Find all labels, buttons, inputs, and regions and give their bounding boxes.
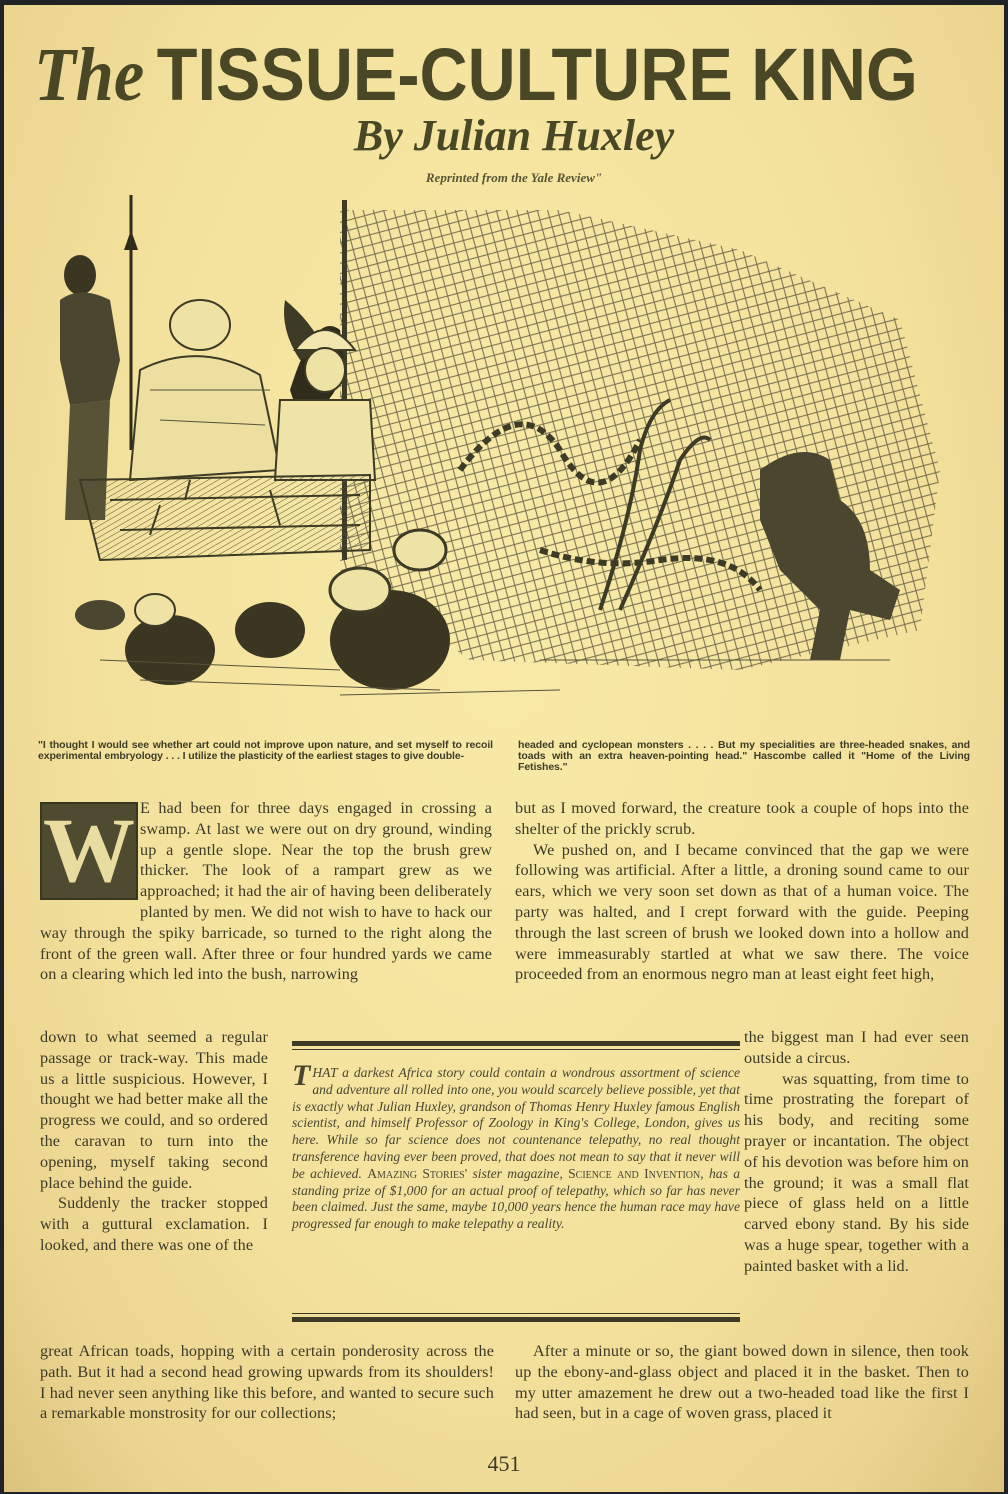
paragraph-squatting: was squatting, from time to time prostrating the forepart of his body, and reciting some prayer or incantation. The object of his devotion was before him on the ground; it was a small flat piece of glass held on a little carved ebony stand. By his side was a huge spear, together with a painted basket with a lid. [744,1069,969,1275]
paragraph-creature-hops: but as I moved forward, the creature took a couple of hops into the shelter of the prickly scrub. [515,799,969,838]
editor-box-bottom-rule [292,1313,740,1322]
title-main: TISSUE-CULTURE KING [156,33,918,116]
column-2-bottom [515,1341,969,1424]
illustration-caption-right: headed and cyclopean monsters . . . . But my specialities are three-headed snakes, and toads with an extra heaven-pointing head." Hascombe called it "Home of the Living Fetishes." [518,739,970,773]
author-byline: By Julian Huxley [353,111,675,160]
story-title [34,33,918,117]
column-2-top [515,798,969,985]
column-right-narrow [744,1027,969,1277]
illustration-caption-left: "I thought I would see whether art could not improve upon nature, and set myself to recoil experimental embryology . . . I utilize the plasticity of the earliest stages to give double- [38,739,493,762]
paragraph-giant-bowed: After a minute or so, the giant bowed down in silence, then took up the ebony-and-glass object and placed it in the basket. Then to my utter amazement he drew out a two-headed toad like the first I had seen, but in a cage of woven grass, placed it [515,1342,969,1423]
column-left-narrow [40,1027,268,1256]
paragraph-passage: down to what seemed a regular passage or track-way. This made us a little suspicious. However, I thought we had better make all the progress we could, and so ordered the caravan to turn into the opening, myself taking second place behind the guide. [40,1028,268,1192]
paragraph-biggest-man: the biggest man I had ever seen outside a circus. [744,1028,969,1067]
paragraph-pushed-on: We pushed on, and I became convinced that the gap we were following was artificial. After a little, a droning sound came to our ears, which we very soon set down as that of a human voice. The party was halted, and I crept forward with the guide. Peeping through the last screen of brush we looked down into a hollow and were immeasurably startled at what we saw there. The voice proceeded from an enormous negro man at least eight feet high, [515,840,969,984]
editor-note-box [292,1059,740,1233]
title-prefix: The [34,33,145,117]
column-1-top [40,798,492,1033]
magazine-page [4,5,1004,1492]
page-number: 451 [487,1451,521,1476]
column-1-bottom [40,1341,494,1424]
editor-box-top-rule [292,1041,740,1050]
paragraph-tracker: Suddenly the tracker stopped with a guttural exclamation. I looked, and there was one of the [40,1194,268,1254]
editor-note-initial: T [292,1059,311,1092]
story-illustration [40,190,970,725]
editor-note-text-1: HAT a darkest Africa story could contain a wondrous assortment of science and adventure all rolled into one, you would scarcely believe possible, yet that is exactly what Julian Huxley, grandson of Thomas Henry Huxley famous English scientist, and himself Professor of Zoology in King's College, London, gives us here. While so far science does not countenance telepathy, no real thought transference having ever been proved, that does not mean to say that it never will be achieved. [292,1065,740,1181]
drop-cap-spacer [40,798,140,902]
editor-note-text-3: , has a standing prize of $1,000 for an actual proof of telepathy, which so far has never been claimed. Just the same, maybe 10,000 years hence the human race may have progressed far enough to make telepathy a reality. [292,1165,740,1232]
magazine-name-amazing-stories: Amazing Stories' [367,1165,468,1181]
paragraph-toads: great African toads, hopping with a certain ponderosity across the path. But it had a second head growing upwards from its shoulders! I had never seen anything like this before, and wanted to secure such a remarkable monstrosity for our collections; [40,1342,494,1423]
drop-cap-letter: W [43,799,135,901]
paragraph-opening: E had been for three days engaged in crossing a swamp. At last we were out on dry ground, winding up a gentle slope. Near the top the brush grew thicker. The look of a rampart grew as we approached; it had the air of having been deliberately planted by men. We did not wish to have to hack our way through the spiky barricade, so turned to the right along the front of the green wall. After three or four hundred yards we came on a clearing which led into the bush, narrowing [40,799,492,984]
reprint-note: Reprinted from the Yale Review" [425,170,603,185]
editor-note-text-2: sister magazine, [467,1165,569,1181]
magazine-name-science-and-invention: Science and Invention [568,1165,701,1181]
